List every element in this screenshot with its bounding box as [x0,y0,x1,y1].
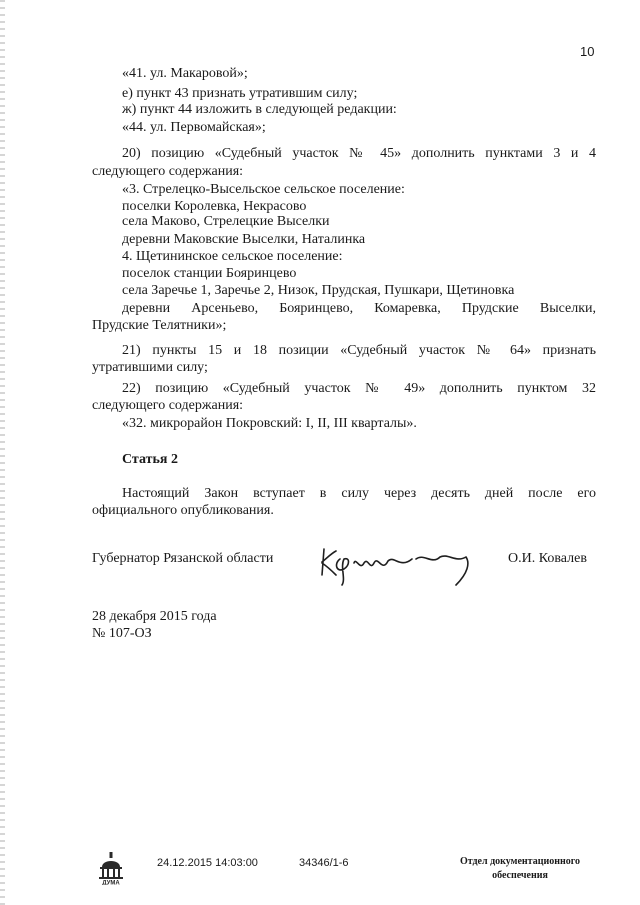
department-stamp [420,855,620,883]
signatory-name: О.И. Ковалев [508,551,587,566]
text-line: «41. ул. Макаровой»; [122,66,248,81]
law-date: 28 декабря 2015 года [92,609,217,624]
signatory-position: Губернатор Рязанской области [92,551,274,566]
law-number: № 107-ОЗ [92,626,152,641]
text-line: поселок станции Бояринцево [122,266,297,281]
text-line: 4. Щетининское сельское поселение: [122,249,343,264]
text-line: Прудские Телятники»; [92,318,227,333]
stamp-line: Отдел документационного [459,856,581,867]
text-line: «3. Стрелецко-Высельское сельское поселение: [122,182,405,197]
text-line: е) пункт 43 признать утратившим силу; [122,86,358,101]
emblem-caption: ДУМА [102,880,120,885]
scan-edge-artifact [0,0,5,905]
article-heading: Статья 2 [122,452,178,467]
text-line: «44. ул. Первомайская»; [122,120,266,135]
text-line: официального опубликования. [92,503,274,518]
text-line: деревни Маковские Выселки, Наталинка [122,232,366,247]
text-line: села Маково, Стрелецкие Выселки [122,214,330,229]
handwritten-signature [316,545,488,587]
text-line: ж) пункт 44 изложить в следующей редакции: [122,102,397,117]
stamp-line: обеспечения [492,870,548,881]
text-line: «32. микрорайон Покровский: I, II, III кварталы». [122,416,417,431]
footer-timestamp: 24.12.2015 14:03:00 [157,857,258,869]
article-2-text-line1: Настоящий Закон вступает в силу через десять дней после его [122,486,596,501]
paragraph-22-line1: 22) позицию «Судебный участок № 49» дополнить пунктом 32 [122,381,596,396]
duma-emblem-icon [96,851,126,885]
text-line: следующего содержания: [92,164,244,179]
text-line: поселки Королевка, Некрасово [122,199,307,214]
text-line: следующего содержания: [92,398,244,413]
text-line: села Заречье 1, Заречье 2, Низок, Прудская, Пушкари, Щетиновка [122,283,515,298]
page-number: 10 [580,44,595,59]
text-line: утратившими силу; [92,360,208,375]
paragraph-21-line1: 21) пункты 15 и 18 позиции «Судебный участок № 64» признать [122,343,596,358]
footer-doc-id: 34346/1-6 [299,857,349,869]
paragraph-20-line1: 20) позицию «Судебный участок № 45» дополнить пунктами 3 и 4 [122,146,596,161]
text-line: деревни Арсеньево, Бояринцево, Комаревка, Прудские Выселки, [122,301,596,316]
